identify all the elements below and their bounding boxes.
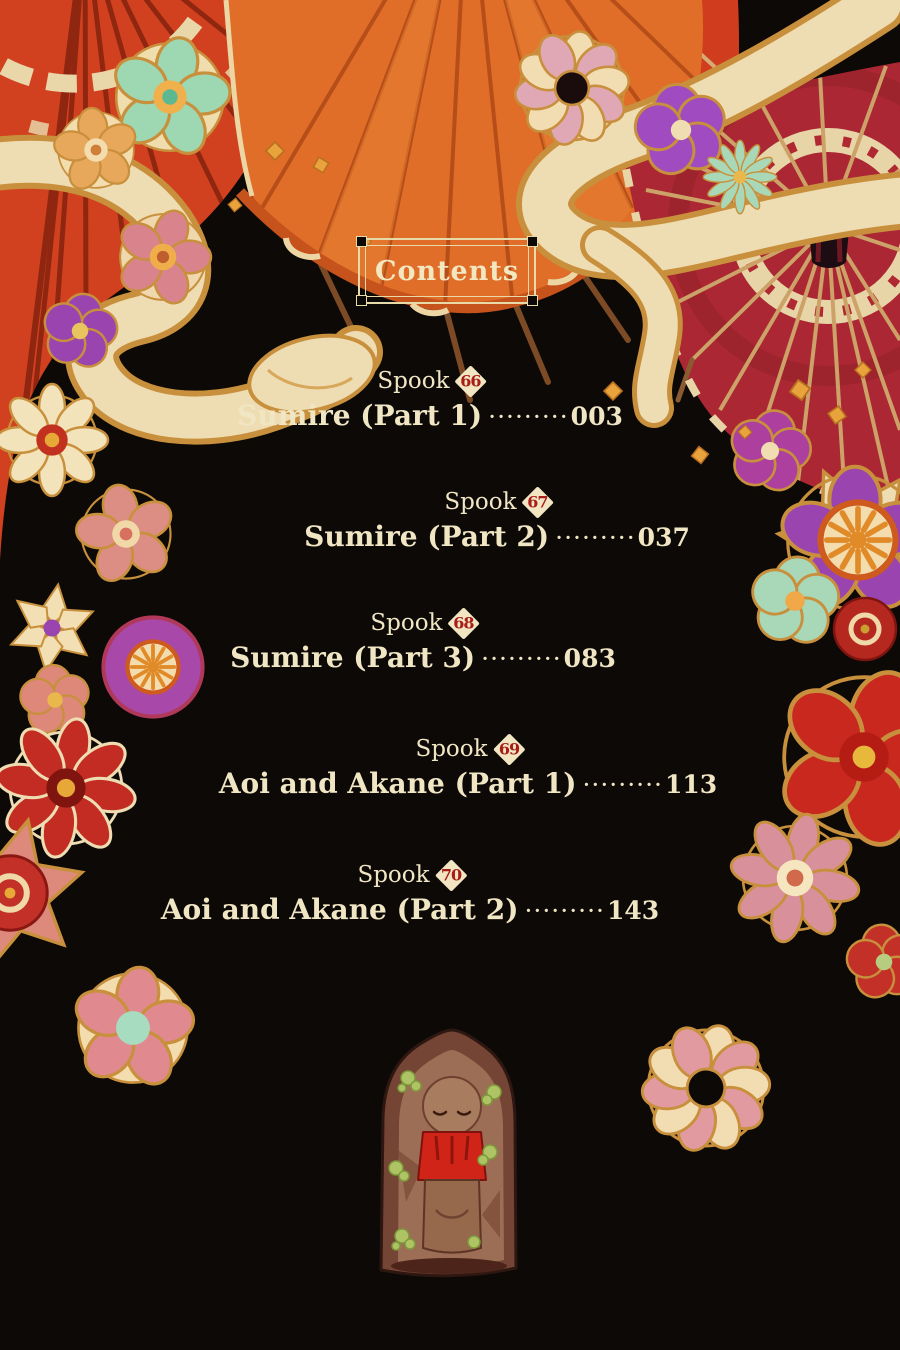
entry-series-label: Spook — [370, 610, 443, 636]
leader-dots: ········· — [582, 770, 663, 799]
toc-entry-3 — [230, 610, 616, 674]
chapter-page-number: 037 — [637, 523, 690, 552]
leader-dots: ········· — [555, 523, 636, 552]
chapter-title: Sumire (Part 3) — [230, 641, 476, 674]
chapter-title: Sumire (Part 1) — [237, 399, 483, 432]
entry-series-label: Spook — [357, 862, 430, 888]
jizo-head — [423, 1077, 481, 1135]
chapter-number-badge — [455, 365, 488, 398]
entry-series-label: Spook — [415, 736, 488, 762]
chapter-number-badge — [448, 607, 481, 640]
chapter-number-badge — [493, 733, 526, 766]
jizo-statue — [381, 1030, 516, 1276]
toc-entry-1 — [237, 368, 623, 432]
frame-corner-ornament — [527, 236, 538, 247]
chapter-page-number: 083 — [563, 644, 616, 673]
chapter-title: Sumire (Part 2) — [304, 520, 550, 553]
chapter-page-number: 143 — [607, 896, 660, 925]
flower-daisy-cream-left — [0, 384, 108, 496]
entry-series-label: Spook — [377, 368, 450, 394]
chapter-number-badge — [435, 859, 468, 892]
frame-corner-ornament — [356, 295, 367, 306]
chapter-number: 67 — [527, 492, 549, 512]
contents-title-box — [358, 238, 536, 304]
chapter-number: 70 — [440, 865, 462, 885]
entry-series-label: Spook — [444, 489, 517, 515]
chapter-page-number: 003 — [570, 402, 623, 431]
chapter-title: Aoi and Akane (Part 1) — [218, 767, 577, 800]
page-title: Contents — [374, 255, 520, 287]
chapter-page-number: 113 — [665, 770, 718, 799]
flower-disc-purple-left — [103, 617, 202, 716]
toc-entry-4 — [219, 736, 717, 800]
chapter-number: 69 — [498, 739, 520, 759]
frame-corner-ornament — [527, 295, 538, 306]
chapter-number: 68 — [453, 613, 475, 633]
toc-entry-2 — [304, 489, 690, 553]
leader-dots: ········· — [481, 644, 562, 673]
leader-dots: ········· — [524, 896, 605, 925]
toc-entry-5 — [161, 862, 659, 926]
chapter-title: Aoi and Akane (Part 2) — [160, 893, 519, 926]
flower-ball-red-right — [834, 598, 896, 660]
frame-corner-ornament — [356, 236, 367, 247]
chapter-number: 66 — [460, 371, 482, 391]
chapter-number-badge — [522, 486, 555, 519]
leader-dots: ········· — [488, 402, 569, 431]
